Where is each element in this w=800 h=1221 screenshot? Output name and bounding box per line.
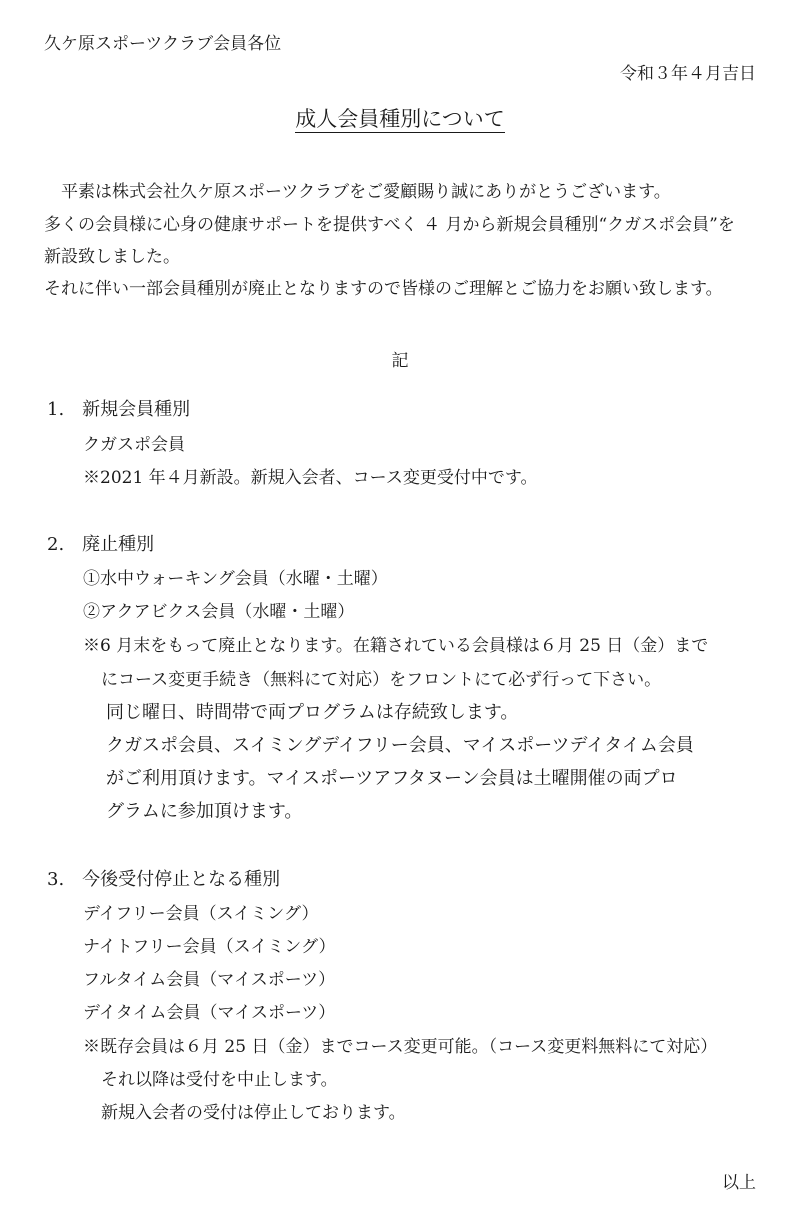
section1-item: クガスポ会員	[83, 435, 185, 455]
section3-note-line-2: それ以降は受付を中止します。	[101, 1070, 338, 1090]
section3-note-line-1: ※既存会員は６月 25 日（金）までコース変更可能。（コース変更料無料にて対応）	[83, 1037, 718, 1057]
section2-heading: 2. 廃止種別	[47, 534, 155, 555]
section3-heading: 3. 今後受付停止となる種別	[47, 869, 281, 890]
intro-line-1: 平素は株式会社久ケ原スポーツクラブをご愛顧賜り誠にありがとうございます。	[44, 182, 671, 202]
section1-heading: 1. 新規会員種別	[47, 399, 191, 420]
section3-item-1: デイフリー会員（スイミング）	[83, 904, 319, 924]
section2-note-line-2: にコース変更手続き（無料にて対応）をフロントにて必ず行って下さい。	[101, 670, 662, 690]
closing: 以上	[722, 1173, 756, 1193]
section3-item-3: フルタイム会員（マイスポーツ）	[83, 970, 336, 990]
intro-line-2: 多くの会員様に心身の健康サポートを提供すべく ４ 月から新規会員種別“クガスポ会員”を	[44, 215, 735, 235]
section3-item-4: デイタイム会員（マイスポーツ）	[83, 1003, 336, 1023]
section2-detail-line-1: 同じ曜日、時間帯で両プログラムは存続致します。	[106, 702, 519, 723]
page-title-text: 成人会員種別について	[295, 107, 505, 131]
date: 令和３年４月吉日	[620, 64, 756, 84]
section3-item-2: ナイトフリー会員（スイミング）	[83, 937, 336, 957]
intro-line-3: 新設致しました。	[44, 247, 180, 267]
intro-line-4: それに伴い一部会員種別が廃止となりますので皆様のご理解とご協力をお願い致します。	[44, 279, 723, 299]
page-title	[0, 105, 800, 133]
section2-item-1: ①水中ウォーキング会員（水曜・土曜）	[83, 569, 388, 589]
section2-detail-line-3: がご利用頂けます。マイスポーツアフタヌーン会員は土曜開催の両プロ	[106, 768, 678, 789]
section3-note-line-3: 新規入会者の受付は停止しております。	[101, 1103, 406, 1123]
addressee: 久ケ原スポーツクラブ会員各位	[44, 34, 282, 54]
section2-detail-line-2: クガスポ会員、スイミングデイフリー会員、マイスポーツデイタイム会員	[106, 735, 694, 756]
section1-note: ※2021 年４月新設。新規入会者、コース変更受付中です。	[83, 468, 538, 488]
ki-label: 記	[391, 351, 409, 371]
section2-note-line-1: ※6 月末をもって廃止となります。在籍されている会員様は６月 25 日（金）まで	[83, 636, 709, 656]
section2-item-2: ②アクアビクス会員（水曜・土曜）	[83, 602, 355, 622]
section2-detail-line-4: グラムに参加頂けます。	[106, 801, 303, 822]
